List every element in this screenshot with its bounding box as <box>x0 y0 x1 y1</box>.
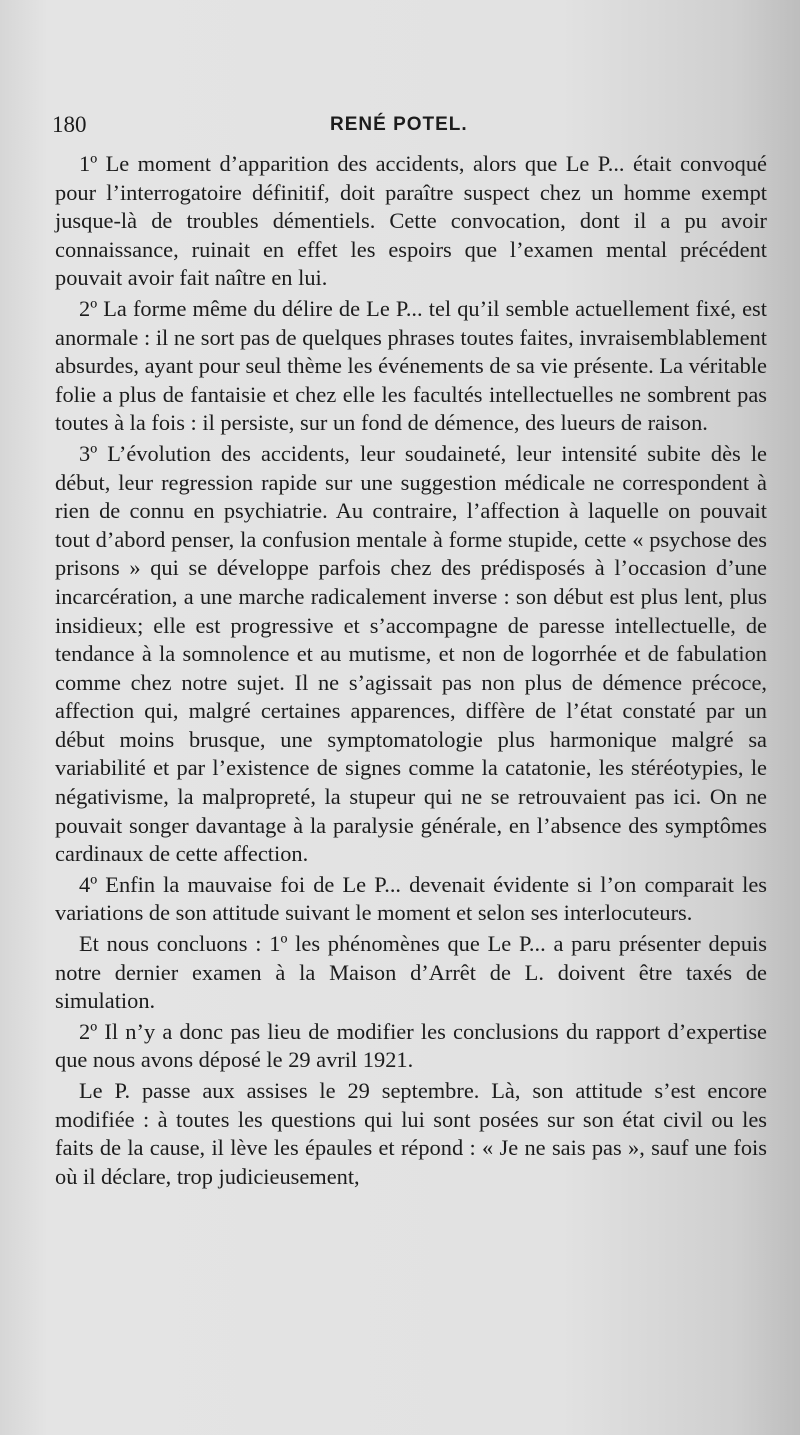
paragraph-3: 3º L’évolution des accidents, leur soudaineté, leur intensité subite dès le début, leur regression rapide sur une suggestion médicale ne correspondent à rien de connu en psychiatrie. Au contraire, l’affection à laquelle on pouvait tout d’abord penser, la confusion mentale à forme stupide, cette « psychose des prisons » qui se développe parfois chez des prédisposés à l’occasion d’une incarcération, a une marche radicalement inverse : son début est plus lent, plus insidieux; elle est progressive et s’accompagne de paresse intellectuelle, de tendance à la somnolence et au mutisme, et non de logorrhée et de fabulation comme chez notre sujet. Il ne s’agissait pas non plus de démence précoce, affection qui, malgré certaines apparences, diffère de l’état constaté par un début moins brusque, une symptomatologie plus harmonique malgré sa variabilité et par l’existence de signes comme la catatonie, les stéréotypies, le négativisme, la malpropreté, la stupeur qui ne se retrouvaient pas ici. On ne pouvait songer davantage à la paralysie générale, en l’absence des symptômes cardinaux de cette affection. <box>55 440 767 867</box>
body-text <box>55 150 767 1193</box>
paragraph-7: Le P. passe aux assises le 29 septembre. Là, son attitude s’est encore modifiée : à toutes les questions qui lui sont posées sur son état civil ou les faits de la cause, il lève les épaules et répond : « Je ne sais pas », sauf une fois où il déclare, trop judicieusement, <box>55 1078 767 1189</box>
paragraph-1: 1º Le moment d’apparition des accidents, alors que Le P... était convoqué pour l’interrogatoire définitif, doit paraître suspect chez un homme exempt jusque-là de troubles démentiels. Cette convocation, dont il a pu avoir connaissance, ruinait en effet les espoirs que l’examen mental précédent pouvait avoir fait naître en lui. <box>55 151 767 291</box>
paragraph-5: Et nous concluons : 1º les phénomènes que Le P... a paru présenter depuis notre dernier examen à la Maison d’Arrêt de L. doivent être taxés de simulation. <box>55 931 767 1014</box>
page-number: 180 <box>52 112 87 137</box>
paragraph-4: 4º Enfin la mauvaise foi de Le P... devenait évidente si l’on comparait les variations de son attitude suivant le moment et selon ses interlocuteurs. <box>55 871 767 926</box>
running-head: RENÉ POTEL. <box>330 114 468 135</box>
page-header <box>52 112 760 142</box>
paragraph-2: 2º La forme même du délire de Le P... tel qu’il semble actuellement fixé, est anormale : il ne sort pas de quelques phrases toutes faites, invraisemblablement absurdes, ayant pour seul thème les événements de sa vie présente. La véritable folie a plus de fantaisie et chez elle les facultés intellectuelles ne sombrent pas toutes à la fois : il persiste, sur un fond de démence, des lueurs de raison. <box>55 295 767 436</box>
paragraph-6: 2º Il n’y a donc pas lieu de modifier les conclusions du rapport d’expertise que nous avons déposé le 29 avril 1921. <box>55 1018 767 1073</box>
